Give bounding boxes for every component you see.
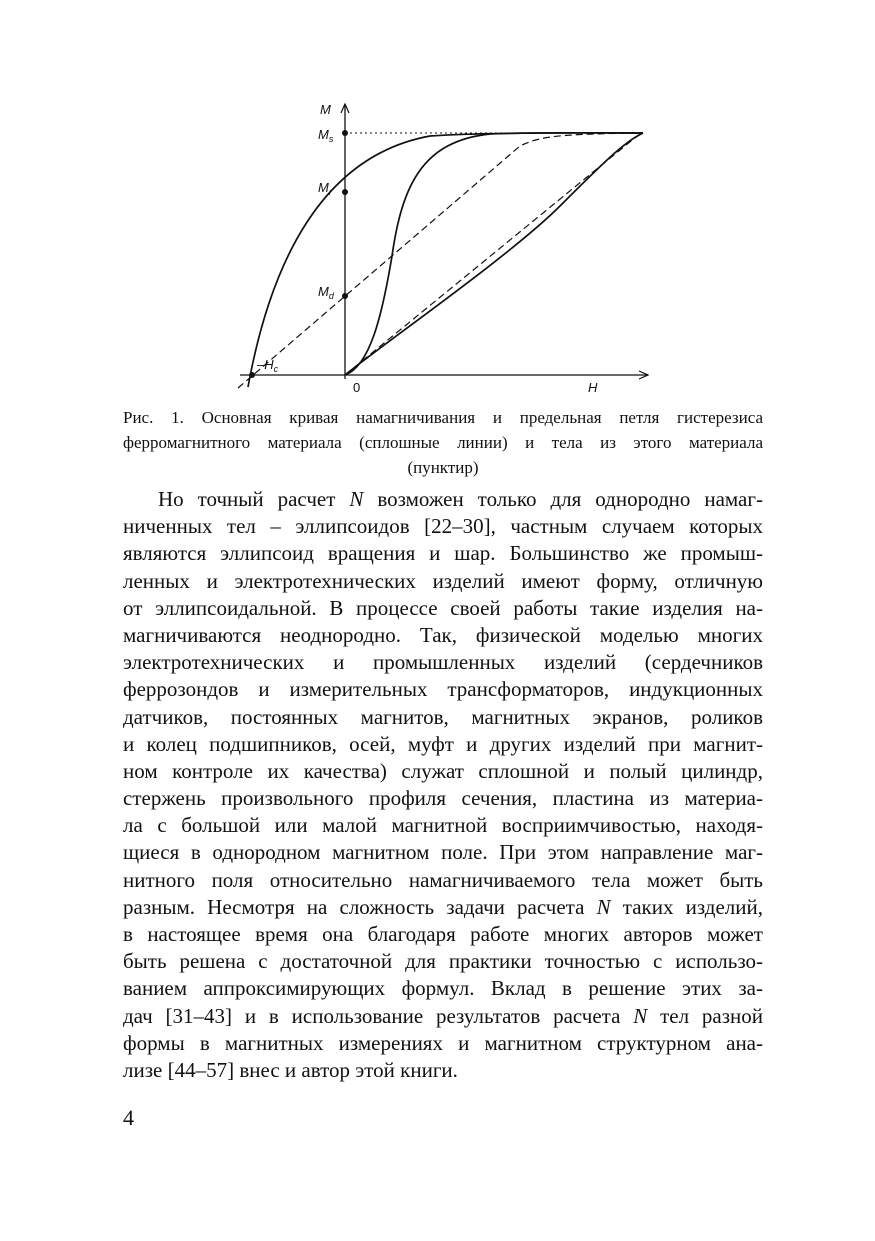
mr-point	[342, 189, 348, 195]
text-line: электротехнических и промышленных изделий (сердечников	[123, 650, 763, 675]
hysteresis-plot	[230, 96, 660, 401]
figure-caption	[123, 405, 763, 480]
body-loop-upper-dashed	[238, 133, 643, 388]
y-axis-label: M	[320, 102, 331, 117]
ms-label: $M_s$	[318, 127, 334, 144]
text-line: дач [31–43] и в использование результатов расчета N тел разной	[123, 1003, 763, 1028]
text-line: быть решена с достаточной для практики точностью с использо-	[123, 949, 763, 974]
text-line: щиеся в однородном магнитном поле. При этом направление маг-	[123, 840, 763, 865]
md-point	[342, 293, 348, 299]
caption-line: Рис. 1. Основная кривая намагничивания и предельная петля гистерезиса	[123, 408, 763, 427]
text-line: нитного поля относительно намагничиваемого тела может быть	[123, 867, 763, 892]
text-line: и колец подшипников, осей, муфт и других изделий при магнит-	[123, 731, 763, 756]
hc-label: $-H_c$	[257, 357, 279, 374]
text-line: в настоящее время она благодаря работе многих авторов может	[123, 922, 763, 946]
text-line: ниченных тел – эллипсоидов [22–30], частным случаем которых	[123, 514, 763, 539]
mr-label: $M_r$	[318, 180, 332, 197]
text-line: ном контроле их качества) служат сплошной и полый цилиндр,	[123, 758, 763, 783]
text-line: разным. Несмотря на сложность задачи расчета N таких изделий,	[123, 894, 763, 919]
text-line: стержень произвольного профиля сечения, пластина из материа-	[123, 786, 763, 811]
text-line: ванием аппроксимирующих формул. Вклад в решение этих за-	[123, 976, 763, 1001]
x-axis-label: H	[588, 380, 598, 395]
caption-line: ферромагнитного материала (сплошные линии) и тела из этого материала	[123, 433, 763, 452]
text-line: от эллипсоидальной. В процессе своей работы такие изделия на-	[123, 595, 763, 620]
text-line: Но точный расчет N возможен только для однородно намаг-	[158, 487, 763, 511]
text-line: лизе [44–57] внес и автор этой книги.	[123, 1057, 458, 1082]
ms-point	[342, 130, 348, 136]
body-paragraph	[123, 486, 763, 1084]
origin-label: 0	[353, 380, 361, 395]
text-line: магничиваются неоднородно. Так, физической моделью многих	[123, 622, 763, 647]
page-number: 4	[123, 1105, 134, 1130]
hysteresis-figure	[230, 96, 660, 401]
limiting-loop-branch	[248, 133, 643, 387]
text-line: формы в магнитных измерениях и магнитном структурном ана-	[123, 1030, 763, 1055]
text-line: являются эллипсоид вращения и шар. Большинство же промыш-	[123, 541, 763, 566]
text-line: ленных и электротехнических изделий имеют форму, отличную	[123, 568, 763, 593]
hc-point	[249, 372, 255, 378]
text-line: ла с большой или малой магнитной восприимчивостью, находя-	[123, 813, 763, 838]
caption-line: (пунктир)	[407, 458, 479, 477]
text-line: датчиков, постоянных магнитов, магнитных экранов, роликов	[123, 704, 763, 729]
md-label: $M_d$	[318, 284, 334, 301]
text-line: феррозондов и измерительных трансформаторов, индукционных	[123, 677, 763, 702]
